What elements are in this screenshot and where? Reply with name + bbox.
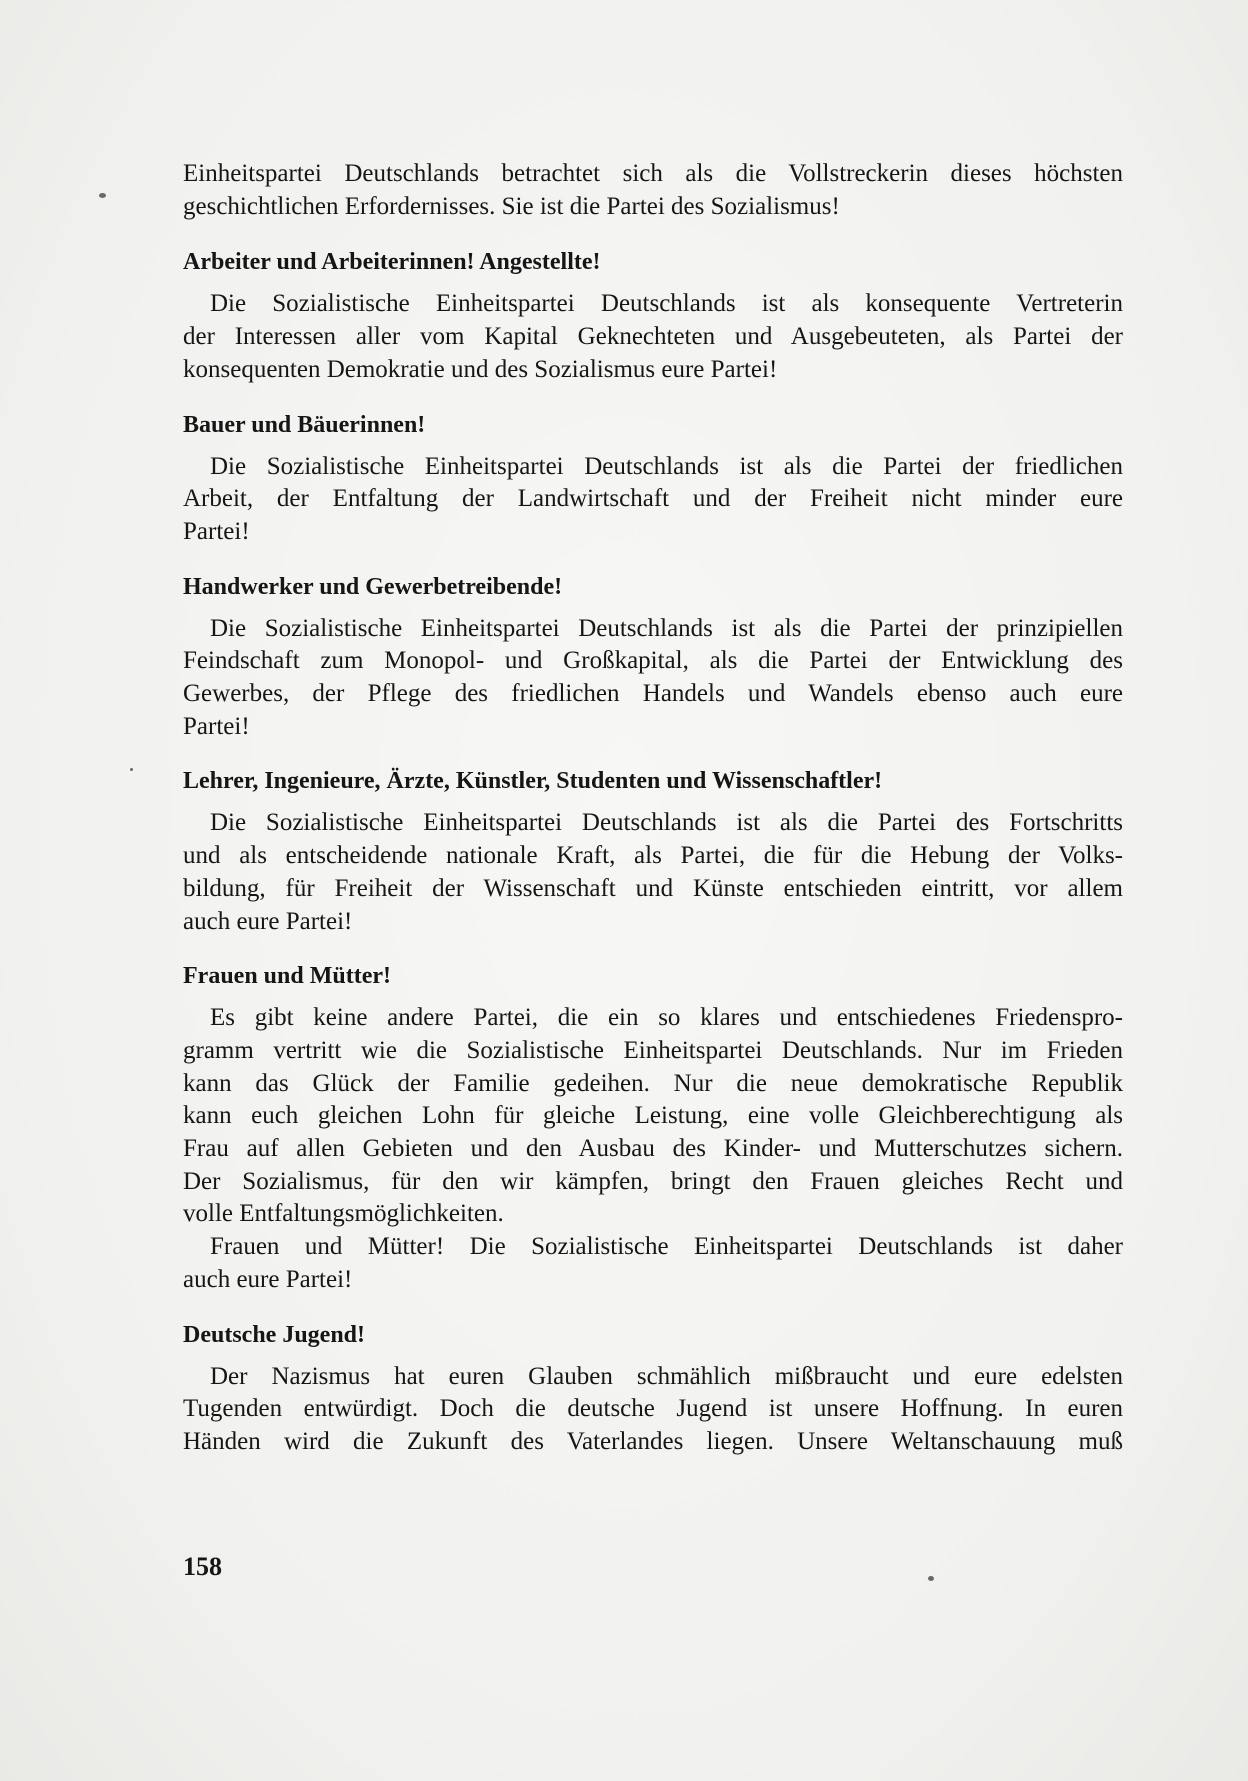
text-line: Gewerbes, der Pflege des friedlichen Handels und Wandels ebenso auch eure <box>183 680 1123 708</box>
text-line: Händen wird die Zukunft des Vaterlandes liegen. Unsere Weltanschauung muß <box>183 1427 1123 1455</box>
scan-speck <box>928 1576 934 1581</box>
paragraph-handwerker <box>183 613 1123 744</box>
heading-frauen: Frauen und Mütter! <box>183 963 391 990</box>
text-line: Die Sozialistische Einheitspartei Deutschlands ist als die Partei der friedlichen <box>210 452 1123 480</box>
heading-lehrer: Lehrer, Ingenieure, Ärzte, Künstler, Studenten und Wissenschaftler! <box>183 768 883 795</box>
scan-speck <box>130 768 133 771</box>
heading-handwerker: Handwerker und Gewerbetreibende! <box>183 573 563 600</box>
text-line: Arbeit, der Entfaltung der Landwirtschaft und der Freiheit nicht minder eure <box>183 485 1123 513</box>
text-line: Der Nazismus hat euren Glauben schmählich mißbraucht und eure edelsten <box>210 1362 1123 1390</box>
heading-jugend: Deutsche Jugend! <box>183 1321 366 1348</box>
text-line: Feindschaft zum Monopol- und Großkapital, als die Partei der Entwicklung des <box>183 647 1123 675</box>
text-line: Frauen und Mütter! Die Sozialistische Einheitspartei Deutschlands ist daher <box>210 1233 1123 1261</box>
text-line: volle Entfaltungsmöglichkeiten. <box>183 1200 504 1228</box>
paragraph-frauen <box>183 1002 1123 1231</box>
heading-bauern: Bauer und Bäuerinnen! <box>183 411 426 438</box>
text-line: Es gibt keine andere Partei, die ein so klares und entschiedenes Friedenspro- <box>210 1004 1123 1032</box>
text-line: konsequenten Demokratie und des Sozialismus eure Partei! <box>183 355 778 383</box>
paragraph-lehrer <box>183 807 1123 938</box>
text-line: Die Sozialistische Einheitspartei Deutschlands ist als die Partei des Fortschritts <box>210 809 1123 837</box>
paragraph-jugend <box>183 1361 1123 1459</box>
paragraph-bauern <box>183 451 1123 549</box>
text-column <box>183 158 1123 1459</box>
text-line: Der Sozialismus, für den wir kämpfen, bringt den Frauen gleiches Recht und <box>183 1167 1123 1195</box>
text-line: Frau auf allen Gebieten und den Ausbau des Kinder- und Mutterschutzes sichern. <box>183 1135 1123 1163</box>
text-line: geschichtlichen Erfordernisses. Sie ist die Partei des Sozialismus! <box>183 192 840 220</box>
paragraph-arbeiter <box>183 288 1123 386</box>
text-line: kann das Glück der Familie gedeihen. Nur die neue demokratische Republik <box>183 1069 1123 1097</box>
scan-speck <box>99 193 106 198</box>
text-line: bildung, für Freiheit der Wissenschaft und Künste entschieden eintritt, vor allem <box>183 874 1123 902</box>
text-line: kann euch gleichen Lohn für gleiche Leistung, eine volle Gleichberechtigung als <box>183 1102 1123 1130</box>
text-line: auch eure Partei! <box>183 1265 353 1293</box>
text-line: gramm vertritt wie die Sozialistische Einheitspartei Deutschlands. Nur im Frieden <box>183 1036 1123 1064</box>
text-line: Die Sozialistische Einheitspartei Deutschlands ist als die Partei der prinzipiellen <box>210 614 1123 642</box>
text-line: auch eure Partei! <box>183 907 353 935</box>
paragraph-intro <box>183 158 1123 223</box>
text-line: Tugenden entwürdigt. Doch die deutsche Jugend ist unsere Hoffnung. In euren <box>183 1395 1123 1423</box>
text-line: Partei! <box>183 517 250 545</box>
heading-arbeiter: Arbeiter und Arbeiterinnen! Angestellte! <box>183 249 601 276</box>
text-line: der Interessen aller vom Kapital Geknechteten und Ausgebeuteten, als Partei der <box>183 323 1123 351</box>
text-line: Einheitspartei Deutschlands betrachtet sich als die Vollstreckerin dieses höchsten <box>183 160 1123 187</box>
paragraph-frauen-2 <box>183 1231 1123 1296</box>
text-line: Die Sozialistische Einheitspartei Deutschlands ist als konsequente Vertreterin <box>210 290 1123 318</box>
page-number: 158 <box>183 1552 222 1581</box>
text-line: Partei! <box>183 712 250 740</box>
text-line: und als entscheidende nationale Kraft, als Partei, die für die Hebung der Volks- <box>183 842 1123 870</box>
